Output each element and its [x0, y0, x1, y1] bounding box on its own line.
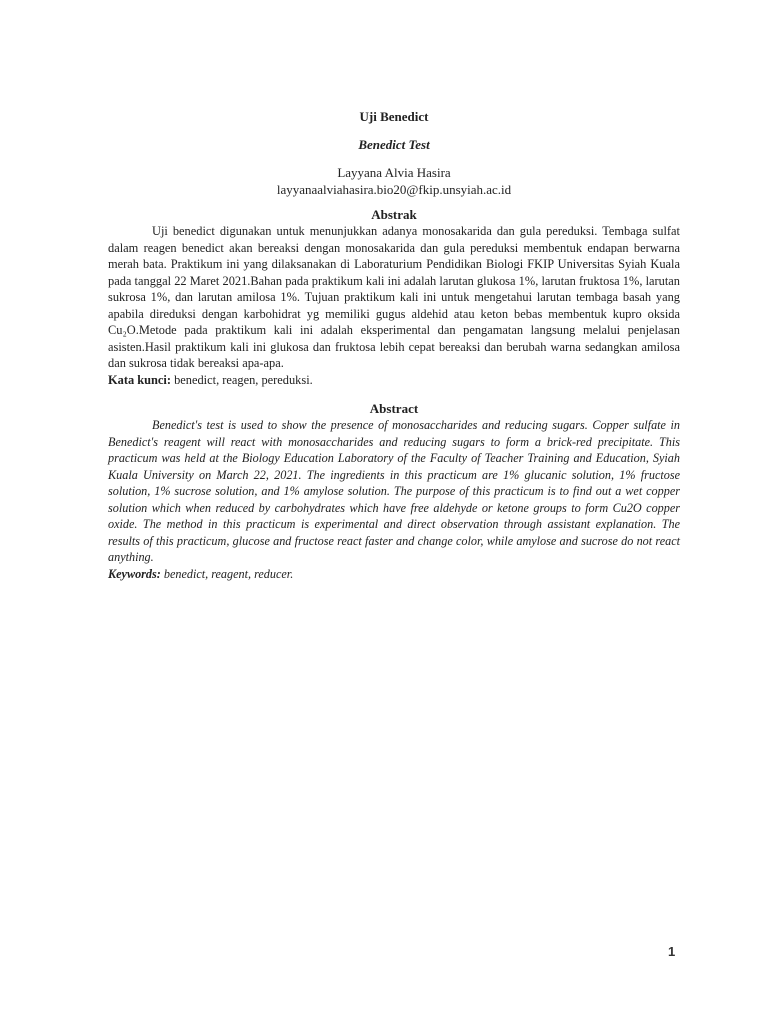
page-content — [108, 108, 680, 582]
keywords-value: benedict, reagent, reducer. — [160, 566, 294, 581]
abstrak-keywords — [108, 372, 680, 389]
author-name: Layyana Alvia Hasira — [337, 165, 451, 180]
document-title: Uji Benedict — [359, 109, 429, 124]
abstract-body: Benedict's test is used to show the presence of monosaccharides and reducing sugars. Copper sulfate in Benedict's reagent will react with monosaccharides and reducing sugars to form a brick-red precipitate. This practicum was held at the Biology Education Laboratory of the Faculty of Teacher Training and Education, Syiah Kuala University on March 22, 2021. The ingredients in this practicum are 1% glucanic solution, 1% fructose solution, 1% sucrose solution, and 1% amylose solution. The purpose of this practicum is to find out a wet copper solution which when reduced by carbohydrates which have free aldehyde or ketone groups to form Cu2O copper oxide. The method in this practicum is experimental and direct observation through assistant explanation. The results of this practicum, glucose and fructose react faster and change color, while amylose and sucrose do not react anything. — [108, 418, 680, 564]
abstrak-body: Uji benedict digunakan untuk menunjukkan adanya monosakarida dan gula pereduksi. Tembaga sulfat dalam reagen benedict akan bereaksi dengan monosakarida dan gula pereduksi membentuk endapan berwarna merah bata. Praktikum ini yang dilaksanakan di Laboraturium Pendidikan Biologi FKIP Universitas Syiah Kuala pada tanggal 22 Maret 2021.Bahan pada praktikum kali ini adalah larutan glukosa 1%, larutan fruktosa 1%, larutan sukrosa 1%, dan larutan amilosa 1%. Tujuan praktikum kali ini untuk mengetahui larutan tembaga basah yang apabila direduksi dengan karbohidrat yg memiliki gugus aldehid atau keton bebas membentuk kupro oksida Cu₂O.Metode pada praktikum kali ini adalah eksperimental dan pengamatan langsung melalui penjelasan asisten.Hasil praktikum kali ini glukosa dan fruktosa lebih cepat bereaksi dan berubah warna sedangkan amilosa dan sukrosa tidak bereaksi apa-apa. — [108, 224, 680, 370]
keywords-label: Keywords: — [108, 566, 161, 581]
author-email: layyanaalviahasira.bio20@fkip.unsyiah.ac.id — [276, 182, 512, 197]
abstract-keywords — [108, 566, 680, 583]
abstrak-heading: Abstrak — [371, 207, 417, 222]
kata-kunci-value: benedict, reagen, pereduksi. — [171, 372, 313, 387]
page-number: 1 — [668, 944, 676, 959]
document-subtitle: Benedict Test — [358, 137, 430, 152]
kata-kunci-label: Kata kunci: — [108, 372, 171, 387]
abstract-heading: Abstract — [369, 401, 419, 416]
